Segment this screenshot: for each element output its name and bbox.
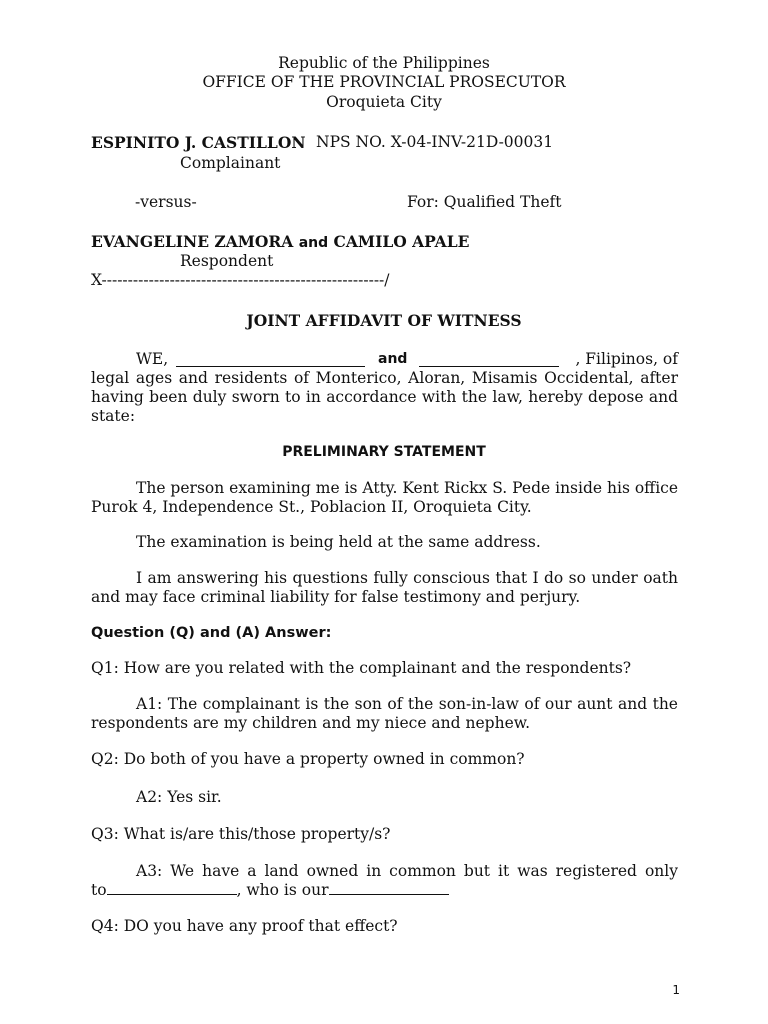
statement-examiner: The person examining me is Atty. Kent Rickx S. Pede inside his office Purok 4, Independence St., Poblacion II, Oroquieta City. [91, 479, 678, 516]
intro-and: and [378, 351, 408, 367]
header-office: OFFICE OF THE PROVINCIAL PROSECUTOR [202, 73, 566, 91]
intro-we: WE, [136, 350, 169, 368]
answer-3-who: , who is our [236, 881, 329, 899]
answer-3-line-1: A3: We have a land owned in common but it was registered only [136, 862, 678, 880]
relation-blank [329, 881, 449, 895]
section-heading: PRELIMINARY STATEMENT [282, 444, 486, 460]
question-3: Q3: What is/are this/those property/s? [91, 825, 391, 843]
question-4: Q4: DO you have any proof that effect? [91, 917, 398, 935]
intro-filipinos: , Filipinos, of [575, 350, 678, 368]
complainant-label: Complainant [180, 154, 281, 172]
document-title: JOINT AFFIDAVIT OF WITNESS [246, 311, 522, 330]
respondent-names [91, 232, 469, 253]
respondent-and: and [298, 235, 329, 251]
question-2: Q2: Do both of you have a property owned in common? [91, 750, 525, 768]
witness-2-blank [419, 353, 559, 367]
answer-3-line-2 [91, 881, 449, 900]
versus-text: -versus- [135, 193, 197, 211]
statement-oath: I am answering his questions fully conscious that I do so under oath and may face criminal liability for false testimony and perjury. [91, 569, 678, 606]
intro-paragraph: legal ages and residents of Monterico, Aloran, Misamis Occidental, after having been duly sworn to in accordance with the law, hereby depose and state: [91, 369, 678, 425]
complainant-name: ESPINITO J. CASTILLON [91, 133, 306, 152]
statement-address: The examination is being held at the same address. [136, 533, 541, 551]
header-city: Oroquieta City [326, 93, 442, 111]
answer-3-to: to [91, 881, 107, 899]
witness-1-blank [176, 353, 365, 367]
answer-2: A2: Yes sir. [136, 788, 222, 806]
qa-heading: Question (Q) and (A) Answer: [91, 625, 332, 641]
question-1: Q1: How are you related with the complainant and the respondents? [91, 659, 632, 677]
respondent-name-2: CAMILO APALE [328, 232, 470, 251]
page-number: 1 [672, 983, 680, 997]
header-republic: Republic of the Philippines [278, 54, 490, 72]
respondent-name-1: EVANGELINE ZAMORA [91, 232, 299, 251]
registered-owner-blank [107, 881, 237, 895]
charge-text: For: Qualified Theft [407, 193, 562, 211]
answer-1: A1: The complainant is the son of the son-in-law of our aunt and the respondents are my children and my niece and nephew. [91, 695, 678, 732]
nps-number: NPS NO. X-04-INV-21D-00031 [316, 133, 554, 151]
respondent-label: Respondent [180, 252, 274, 270]
caption-separator: X------------------------------------------------------/ [91, 271, 390, 289]
